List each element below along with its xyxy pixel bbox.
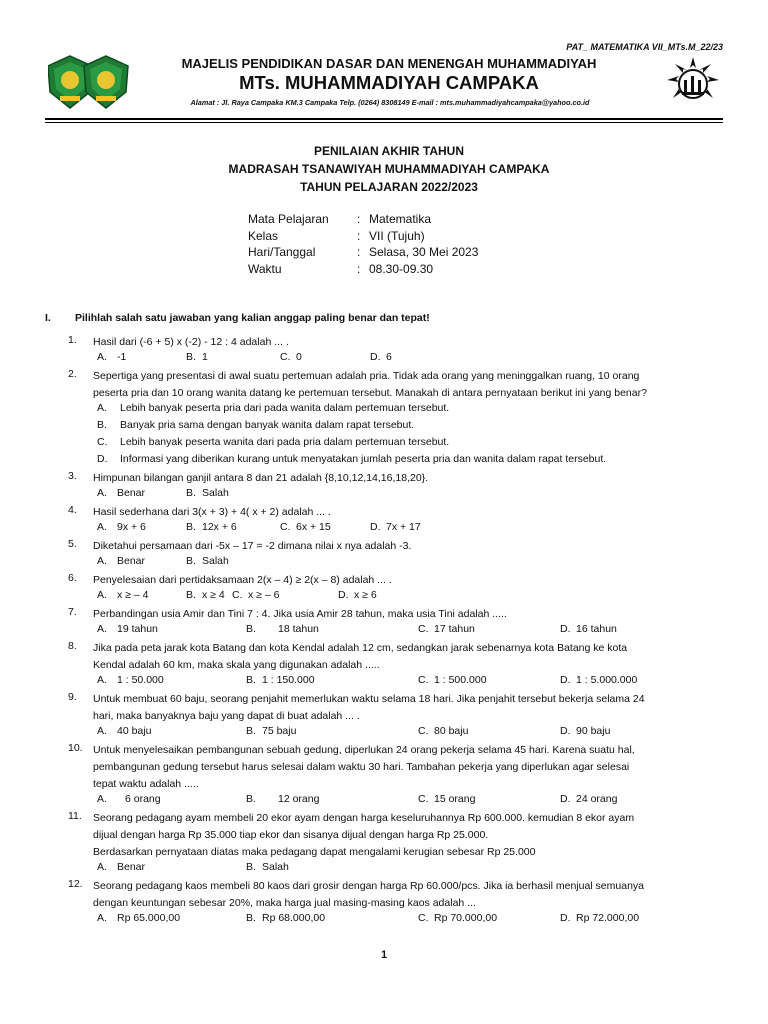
option-text: Salah: [202, 555, 229, 567]
option-text: 15 orang: [434, 793, 476, 805]
question-number: 7.: [68, 606, 77, 618]
option-text: 1 : 500.000: [434, 674, 487, 686]
info-colon: :: [357, 262, 361, 276]
option-text: x ≥ – 4: [117, 589, 149, 601]
option-text: Lebih banyak peserta wanita dari pada pria dalam pertemuan tersebut.: [120, 436, 450, 448]
option-letter: C.: [418, 793, 429, 805]
info-label: Mata Pelajaran: [248, 212, 329, 226]
question-text-line: Hasil sederhana dari 3(x + 3) + 4( x + 2) adalah ... .: [93, 506, 331, 518]
exam-year: TAHUN PELAJARAN 2022/2023: [300, 180, 478, 194]
option-letter: D.: [97, 453, 108, 465]
option-letter: B.: [246, 912, 256, 924]
option-text: 1 : 5.000.000: [576, 674, 638, 686]
question-text-line: dengan keuntungan sebesar 20%, maka harga jual masing-masing kaos adalah ...: [93, 897, 476, 909]
option-letter: A.: [97, 351, 107, 363]
option-text: x ≥ 6: [354, 589, 377, 601]
option-text: Benar: [117, 555, 146, 567]
option-letter: A.: [97, 623, 107, 635]
school-name: MTs. MUHAMMADIYAH CAMPAKA: [239, 72, 539, 93]
option-text: 40 baju: [117, 725, 152, 737]
option-letter: A.: [97, 861, 107, 873]
question-text-line: Perbandingan usia Amir dan Tini 7 : 4. Jika usia Amir 28 tahun, maka usia Tini adalah .....: [93, 608, 507, 620]
option-text: 7x + 17: [386, 521, 421, 533]
info-label: Hari/Tanggal: [248, 245, 316, 259]
option-text: 80 baju: [434, 725, 469, 737]
option-text: Rp 68.000,00: [262, 912, 326, 924]
option-text: 16 tahun: [576, 623, 617, 635]
question-number: 4.: [68, 504, 77, 516]
option-text: -1: [117, 351, 127, 363]
option-letter: C.: [232, 589, 243, 601]
page-number: 1: [380, 949, 388, 961]
question-number: 9.: [68, 691, 77, 703]
option-letter: D.: [370, 351, 381, 363]
option-letter: A.: [97, 487, 107, 499]
question-text-line: peserta pria dan 10 orang wanita datang ke pertemuan tersebut. Manakah di antara pernyataan berikut ini yang benar?: [93, 387, 647, 399]
section-instruction: Pilihlah salah satu jawaban yang kalian anggap paling benar dan tepat!: [75, 312, 430, 324]
info-colon: :: [357, 229, 361, 243]
option-letter: C.: [418, 674, 429, 686]
option-text: Benar: [117, 861, 146, 873]
option-letter: D.: [560, 623, 571, 635]
option-letter: C.: [280, 351, 291, 363]
question-text-line: Berdasarkan pernyataan diatas maka pedagang dapat mengalami kerugian sebesar Rp 25.000: [93, 846, 536, 858]
option-letter: B.: [246, 674, 256, 686]
option-text: 9x + 6: [117, 521, 146, 533]
option-text: 1 : 150.000: [262, 674, 315, 686]
exam-school: MADRASAH TSANAWIYAH MUHAMMADIYAH CAMPAKA: [228, 162, 550, 176]
question-number: 10.: [68, 742, 83, 754]
question-text-line: tepat waktu adalah .....: [93, 778, 199, 790]
option-letter: D.: [338, 589, 349, 601]
option-text: Benar: [117, 487, 146, 499]
option-letter: B.: [246, 725, 256, 737]
question-text-line: Diketahui persamaan dari -5x – 17 = -2 dimana nilai x nya adalah -3.: [93, 540, 412, 552]
question-text-line: hari, maka banyaknya baju yang dapat di buat adalah ... .: [93, 710, 360, 722]
info-colon: :: [357, 212, 361, 226]
option-letter: A.: [97, 555, 107, 567]
exam-title: PENILAIAN AKHIR TAHUN: [314, 144, 464, 158]
option-text: 1 : 50.000: [117, 674, 164, 686]
option-letter: A.: [97, 674, 107, 686]
option-letter: B.: [186, 521, 196, 533]
option-letter: B.: [186, 589, 196, 601]
question-text-line: Penyelesaian dari pertidaksamaan 2(x – 4) ≥ 2(x – 8) adalah ... .: [93, 574, 392, 586]
option-text: 12 orang: [278, 793, 320, 805]
option-text: x ≥ – 6: [248, 589, 280, 601]
option-letter: A.: [97, 589, 107, 601]
question-text-line: Seorang pedagang kaos membeli 80 kaos dari grosir dengan harga Rp 60.000/pcs. Jika ia berhasil menjual semuanya: [93, 880, 645, 892]
muhammadiyah-logo: [662, 56, 724, 108]
option-letter: C.: [418, 725, 429, 737]
option-text: 17 tahun: [434, 623, 475, 635]
option-letter: C.: [280, 521, 291, 533]
option-letter: B.: [246, 861, 256, 873]
option-text: 24 orang: [576, 793, 618, 805]
organization-name: MAJELIS PENDIDIKAN DASAR DAN MENENGAH MUHAMMADIYAH: [181, 56, 597, 71]
info-value: Selasa, 30 Mei 2023: [369, 245, 479, 259]
option-text: 0: [296, 351, 302, 363]
option-text: x ≥ 4: [202, 589, 225, 601]
header-divider-thin: [45, 122, 723, 123]
option-letter: D.: [560, 674, 571, 686]
option-letter: B.: [186, 555, 196, 567]
question-text-line: Hasil dari (-6 + 5) x (-2) - 12 : 4 adalah ... .: [93, 336, 289, 348]
school-address: Alamat : Jl. Raya Campaka KM.3 Campaka Telp. (0264) 8308149 E-mail : mts.muhammadiyahcampaka@yahoo.co.id: [190, 98, 590, 107]
question-text-line: dijual dengan harga Rp 35.000 tiap ekor dan sisanya dijual dengan harga Rp 25.000.: [93, 829, 489, 841]
option-text: 19 tahun: [117, 623, 158, 635]
question-number: 5.: [68, 538, 77, 550]
option-text: Rp 70.000,00: [434, 912, 498, 924]
info-colon: :: [357, 245, 361, 259]
info-label: Waktu: [248, 262, 282, 276]
question-text-line: Untuk menyelesaikan pembangunan sebuah gedung, diperlukan 24 orang pekerja selama 45 hari. Karena suatu hal,: [93, 744, 635, 756]
question-number: 3.: [68, 470, 77, 482]
option-letter: C.: [97, 436, 108, 448]
question-text-line: pembangunan gedung tersebut harus selesai dalam waktu 30 hari. Tambahan pekerja yang diperlukan agar selesai: [93, 761, 630, 773]
option-letter: C.: [418, 912, 429, 924]
option-text: 6: [386, 351, 392, 363]
option-text: Rp 72.000,00: [576, 912, 640, 924]
option-letter: B.: [186, 351, 196, 363]
question-number: 11.: [68, 810, 82, 822]
question-text-line: Jika pada peta jarak kota Batang dan kota Kendal adalah 12 cm, sedangkan jarak sebenarnya kota Batang ke kota: [93, 642, 628, 654]
option-letter: B.: [97, 419, 107, 431]
option-letter: B.: [246, 793, 256, 805]
option-text: Salah: [262, 861, 289, 873]
option-text: 12x + 6: [202, 521, 237, 533]
question-text-line: Untuk membuat 60 baju, seorang penjahit memerlukan waktu selama 18 hari. Jika penjahit tersebut bekerja selama 24: [93, 693, 645, 705]
option-letter: A.: [97, 402, 107, 414]
option-text: 6x + 15: [296, 521, 331, 533]
option-text: Salah: [202, 487, 229, 499]
option-text: 90 baju: [576, 725, 611, 737]
option-letter: C.: [418, 623, 429, 635]
option-text: Informasi yang diberikan kurang untuk menyatakan jumlah peserta pria dan wanita dalam rapat tersebut.: [120, 453, 607, 465]
document-code: PAT_ MATEMATIKA VII_MTs.M_22/23: [566, 42, 723, 52]
question-number: 6.: [68, 572, 77, 584]
question-number: 2.: [68, 368, 77, 380]
option-text: 18 tahun: [278, 623, 319, 635]
option-letter: A.: [97, 793, 107, 805]
option-letter: D.: [560, 725, 571, 737]
option-text: Rp 65.000,00: [117, 912, 181, 924]
option-letter: A.: [97, 912, 107, 924]
option-letter: A.: [97, 725, 107, 737]
info-value: 08.30-09.30: [369, 262, 434, 276]
option-text: 75 baju: [262, 725, 297, 737]
question-number: 8.: [68, 640, 77, 652]
option-text: 6 orang: [125, 793, 161, 805]
info-value: Matematika: [369, 212, 432, 226]
option-letter: D.: [560, 912, 571, 924]
question-text-line: Himpunan bilangan ganjil antara 8 dan 21 adalah {8,10,12,14,16,18,20}.: [93, 472, 429, 484]
question-number: 12.: [68, 878, 83, 890]
question-text-line: Kendal adalah 60 km, maka skala yang digunakan adalah .....: [93, 659, 380, 671]
option-letter: A.: [97, 521, 107, 533]
info-value: VII (Tujuh): [369, 229, 425, 243]
option-letter: B.: [186, 487, 196, 499]
option-letter: D.: [370, 521, 381, 533]
question-text-line: Sepertiga yang presentasi di awal suatu pertemuan adalah pria. Tidak ada orang yang meninggalkan ruang, 10 orang: [93, 370, 640, 382]
option-letter: B.: [246, 623, 256, 635]
header-divider: [45, 118, 723, 120]
option-text: 1: [202, 351, 208, 363]
question-text-line: Seorang pedagang ayam membeli 20 ekor ayam dengan harga keseluruhannya Rp 600.000. kemudian 8 ekor ayam: [93, 812, 635, 824]
option-text: Banyak pria sama dengan banyak wanita dalam rapat tersebut.: [120, 419, 415, 431]
info-label: Kelas: [248, 229, 279, 243]
section-number: I.: [45, 312, 51, 324]
option-text: Lebih banyak peserta pria dari pada wanita dalam pertemuan tersebut.: [120, 402, 450, 414]
option-letter: D.: [560, 793, 571, 805]
question-number: 1.: [68, 334, 77, 346]
